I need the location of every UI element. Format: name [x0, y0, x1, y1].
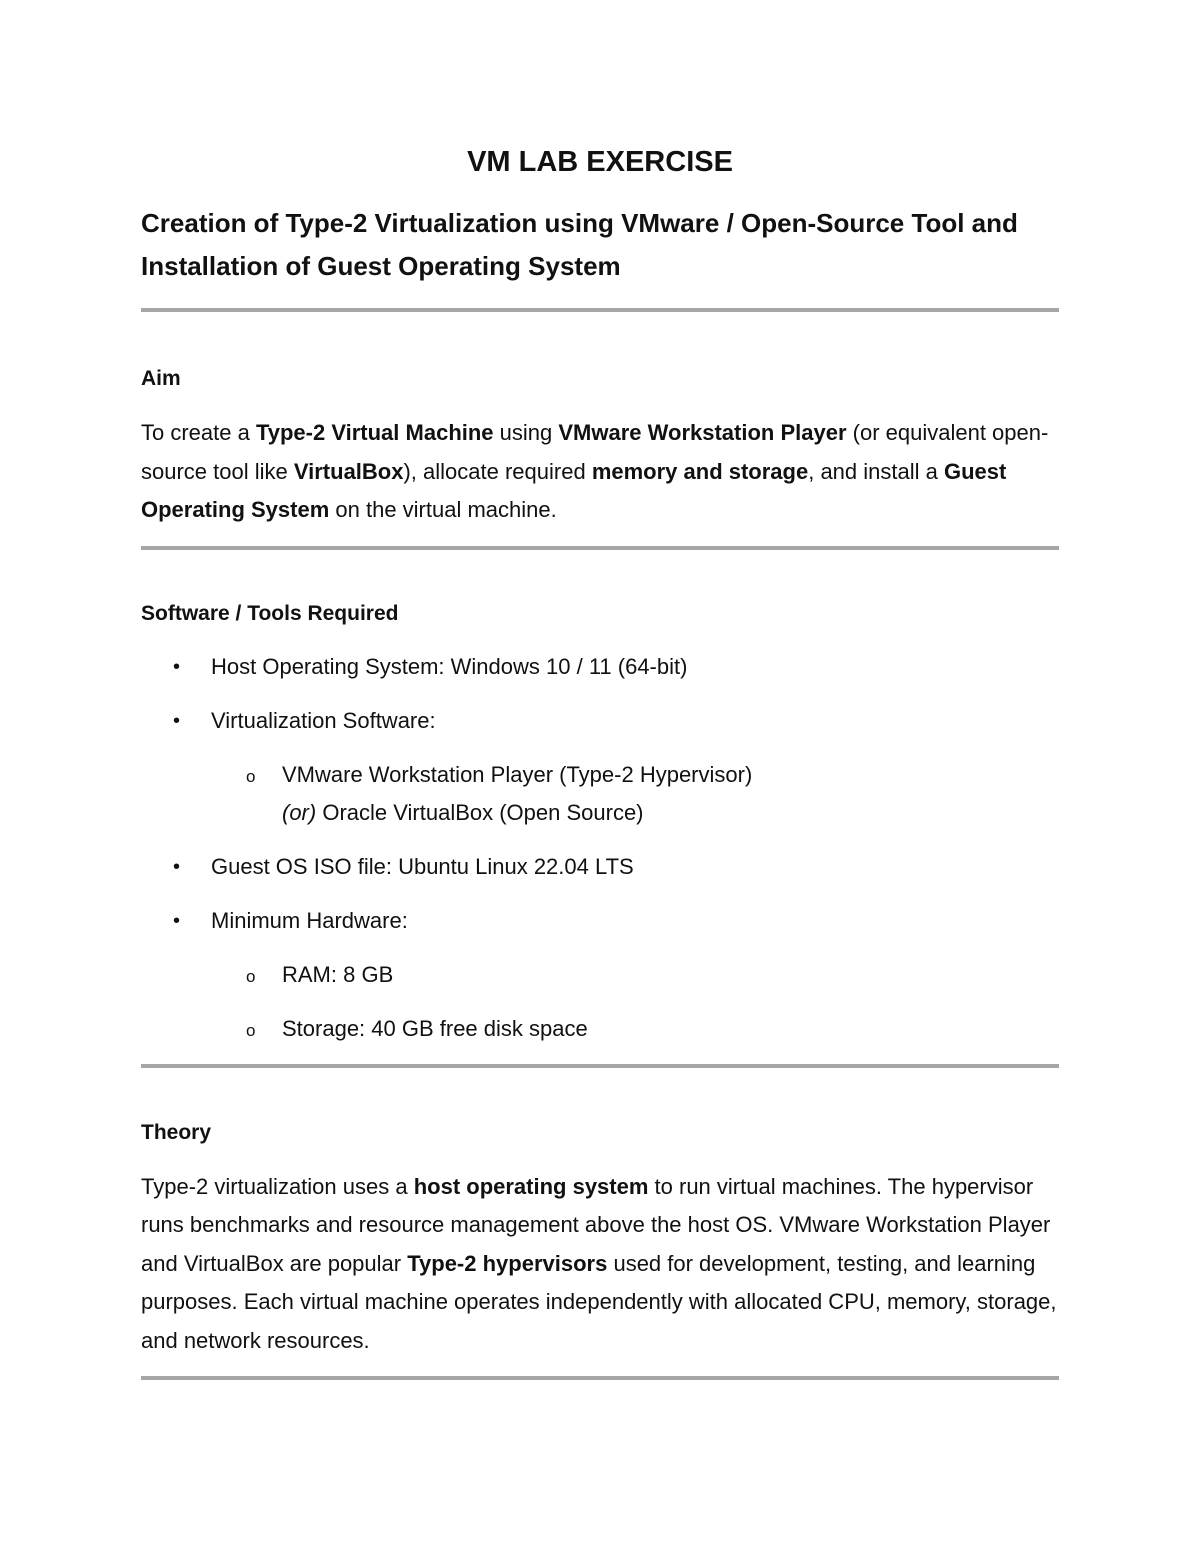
- list-item-text: Oracle VirtualBox (Open Source): [316, 799, 644, 825]
- bold-run: Guest Operating System: [141, 458, 1007, 522]
- sub-list-item: [211, 756, 1059, 832]
- list-item-text: RAM: 8 GB: [282, 961, 394, 987]
- aim-paragraph: [141, 414, 1059, 530]
- text-run: To create a: [141, 420, 256, 445]
- list-item-text: Guest OS ISO file: Ubuntu Linux 22.04 LTS: [211, 853, 634, 879]
- text-run: (or equivalent open-source tool like: [141, 420, 1049, 484]
- bullet-icon: •: [173, 655, 181, 678]
- list-item-text: VMware Workstation Player (Type-2 Hypervisor): [282, 761, 753, 787]
- bold-run: VMware Workstation Player: [558, 420, 847, 445]
- bold-run: VirtualBox: [293, 458, 404, 484]
- list-item: [141, 648, 1059, 686]
- text-run: ), allocate required: [403, 458, 592, 484]
- bullet-icon: •: [173, 855, 181, 878]
- text-run: , and install a: [808, 458, 944, 484]
- list-item: [141, 702, 1059, 832]
- bold-run: Type-2 Virtual Machine: [255, 420, 494, 445]
- theory-heading: Theory: [141, 1120, 212, 1144]
- sub-list-item: [211, 1010, 1059, 1048]
- list-item-text: Virtualization Software:: [211, 707, 436, 733]
- list-item-text: Storage: 40 GB free disk space: [282, 1015, 588, 1041]
- sub-list: [211, 956, 1059, 1048]
- bold-run: host operating system: [413, 1173, 649, 1199]
- text-run: using: [493, 420, 559, 445]
- text-run: on the virtual machine.: [329, 497, 557, 522]
- text-run: used for development, testing, and learning purposes. Each virtual machine operates independently with allocated CPU, memory, storage, and network resources.: [141, 1250, 1057, 1353]
- bullet-icon: •: [173, 709, 181, 732]
- bullet-icon: •: [173, 909, 181, 932]
- document-subtitle: Creation of Type-2 Virtualization using VMware / Open-Source Tool and Installation of Guest Operating System: [141, 208, 1018, 281]
- document-content: [141, 140, 1059, 1380]
- text-run: Type-2 virtualization uses a: [141, 1173, 414, 1199]
- sub-list: [211, 756, 1059, 832]
- list-item: [141, 902, 1059, 1048]
- text-run: to run virtual machines. The hypervisor runs benchmarks and resource management above the host OS. VMware Workstation Player and VirtualBox are popular: [141, 1173, 1051, 1276]
- aim-heading: Aim: [141, 367, 181, 390]
- document-title: VM LAB EXERCISE: [467, 146, 733, 178]
- list-item-text: Minimum Hardware:: [211, 907, 408, 933]
- sub-bullet-icon: o: [246, 766, 256, 786]
- sub-list-item: [211, 956, 1059, 994]
- bold-run: memory and storage: [591, 458, 809, 484]
- list-item-text: Host Operating System: Windows 10 / 11 (64-bit): [211, 653, 688, 679]
- sub-bullet-icon: o: [246, 1020, 256, 1040]
- italic-run: (or): [282, 799, 317, 825]
- divider: [141, 1376, 1059, 1380]
- list-item: [141, 848, 1059, 886]
- theory-paragraph: [141, 1168, 1059, 1361]
- software-heading: Software / Tools Required: [141, 601, 399, 625]
- bold-run: Type-2 hypervisors: [407, 1250, 608, 1276]
- sub-bullet-icon: o: [246, 966, 256, 986]
- software-list: [141, 648, 1059, 1048]
